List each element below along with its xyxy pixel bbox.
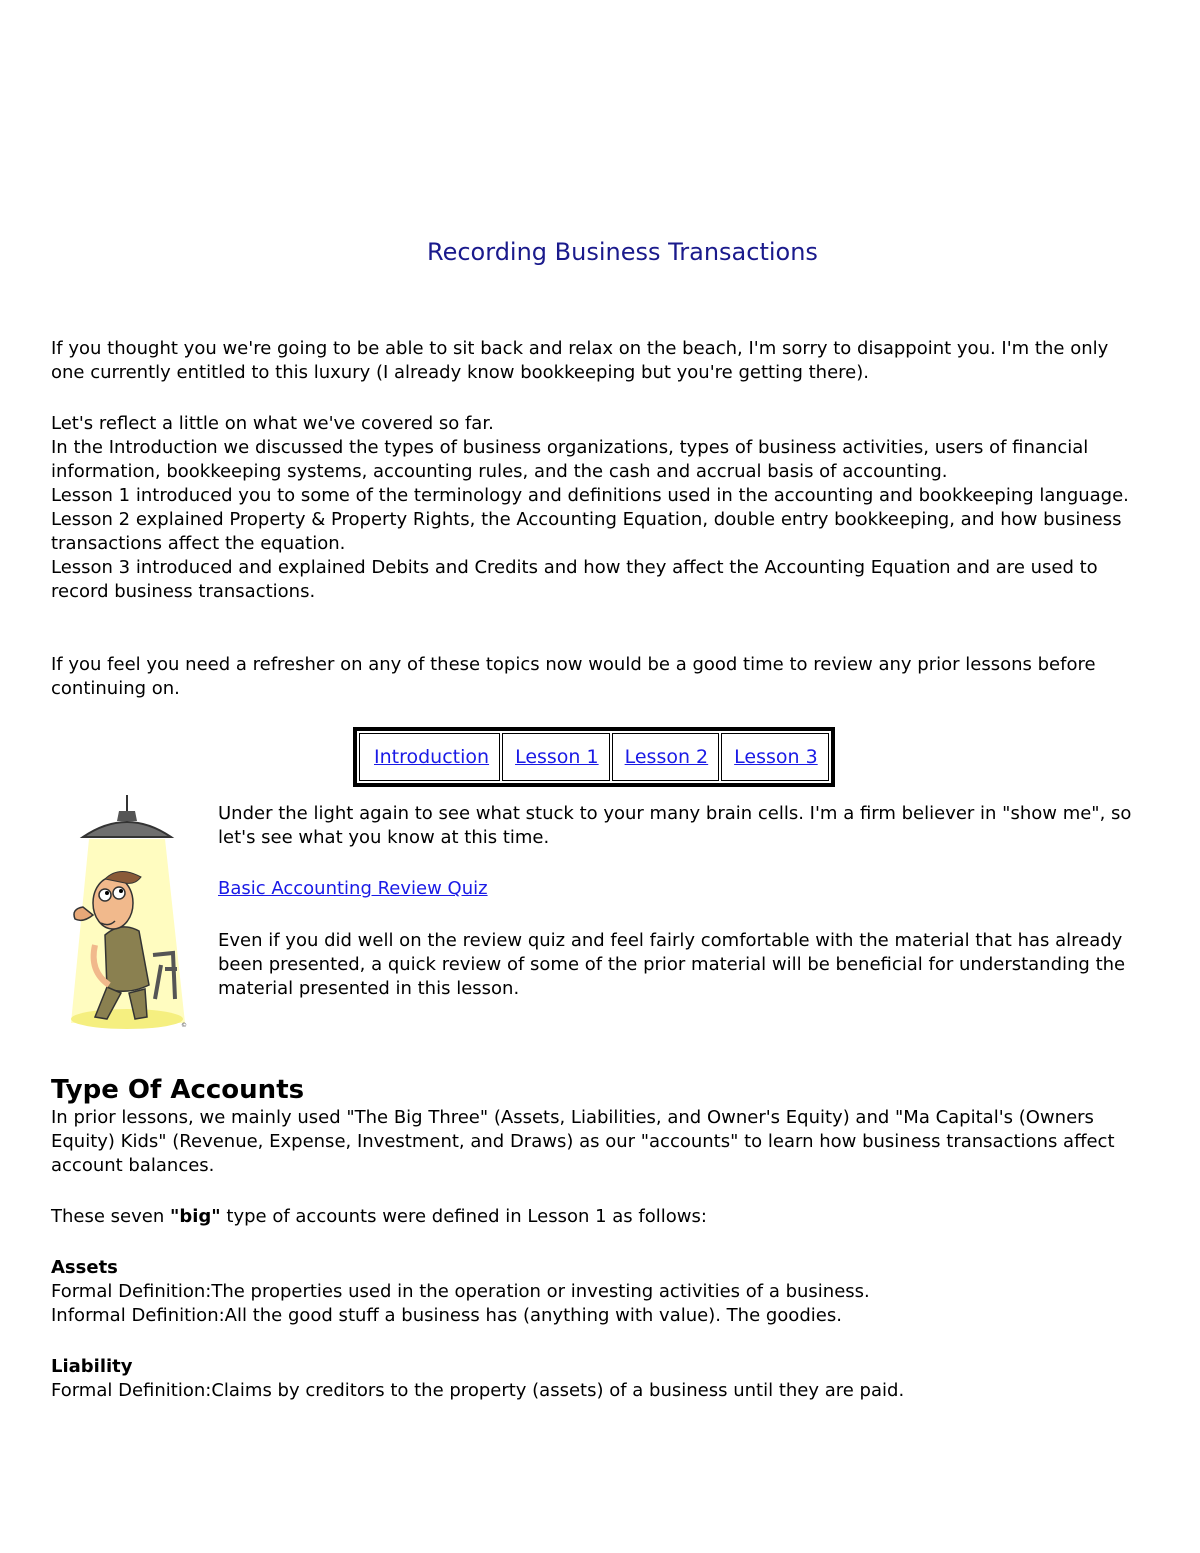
light-pool — [71, 1009, 183, 1029]
recap-lead: Let's reflect a little on what we've covered so far. — [51, 413, 494, 434]
assets-heading: Assets — [51, 1257, 118, 1278]
lamp-cap — [117, 811, 137, 821]
lamp-shade-icon — [83, 822, 171, 837]
nav-cell-lesson-2 — [612, 733, 720, 781]
recap-lesson-1: Lesson 1 introduced you to some of the terminology and definitions used in the accounting and bookkeeping language. — [51, 485, 1129, 506]
introduction-link[interactable]: Introduction — [374, 746, 490, 768]
man-head — [93, 877, 133, 929]
quiz-link-wrap — [218, 877, 1138, 901]
man-eye-right — [113, 887, 125, 899]
lesson-nav-table — [353, 727, 835, 787]
man-pupil-right — [119, 889, 123, 893]
nav-cell-introduction — [359, 733, 500, 781]
man-pupil-left — [105, 891, 109, 895]
recap-block — [51, 412, 1141, 604]
recap-introduction: In the Introduction we discussed the types of business organizations, types of business activities, users of financial information, bookkeeping systems, accounting rules, and the cash and accrual basis of accounting. — [51, 437, 1089, 482]
liability-heading: Liability — [51, 1356, 133, 1377]
recap-lesson-3: Lesson 3 introduced and explained Debits and Credits and how they affect the Accounting Equation and are used to record business transactions. — [51, 557, 1098, 602]
type-of-accounts-intro: In prior lessons, we mainly used "The Big Three" (Assets, Liabilities, and Owner's Equity) and "Ma Capital's (Owners Equity) Kids" (Revenue, Expense, Investment, and Draws) as our "accounts" to learn how business transactions affect account balances. — [51, 1107, 1115, 1176]
recap-lesson-2: Lesson 2 explained Property & Property Rights, the Accounting Equation, double entry bookkeeping, and how business transactions affect the equation. — [51, 509, 1122, 554]
liability-formal: Formal Definition:Claims by creditors to the property (assets) of a business until they are paid. — [51, 1380, 905, 1401]
seven-types-sentence: These seven "big" type of accounts were defined in Lesson 1 as follows: — [51, 1206, 707, 1227]
review-quiz-link[interactable]: Basic Accounting Review Quiz — [218, 878, 488, 899]
assets-informal: Informal Definition:All the good stuff a business has (anything with value). The goodies. — [51, 1305, 842, 1326]
nav-cell-lesson-3 — [721, 733, 829, 781]
intro-paragraph: If you thought you we're going to be able to sit back and relax on the beach, I'm sorry to disappoint you. I'm the only one currently entitled to this luxury (I already know bookkeeping but you're getting there). — [51, 338, 1109, 383]
man-eye-left — [99, 889, 111, 901]
assets-definition — [51, 1256, 1141, 1328]
lesson-3-link[interactable]: Lesson 3 — [734, 746, 818, 768]
type-of-accounts-heading: Type Of Accounts — [51, 1075, 305, 1105]
assets-formal: Formal Definition:The properties used in the operation or investing activities of a business. — [51, 1281, 870, 1302]
quiz-followup: Even if you did well on the review quiz and feel fairly comfortable with the material that has already been presented, a quick review of some of the prior material will be beneficial for understanding the material presented in this lesson. — [218, 930, 1126, 999]
quiz-intro: Under the light again to see what stuck to your many brain cells. I'm a firm believer in "show me", so let's see what you know at this time. — [218, 803, 1132, 848]
lesson-2-link[interactable]: Lesson 2 — [624, 746, 709, 768]
man-under-lamp-illustration — [65, 795, 190, 1035]
lesson-1-link[interactable]: Lesson 1 — [515, 746, 599, 768]
page-title: Recording Business Transactions — [427, 238, 818, 266]
nav-cell-lesson-1 — [502, 733, 610, 781]
liability-definition — [51, 1355, 1141, 1403]
illustration-mark: © — [181, 1022, 187, 1029]
refresher-paragraph: If you feel you need a refresher on any of these topics now would be a good time to review any prior lessons before continuing on. — [51, 654, 1096, 699]
